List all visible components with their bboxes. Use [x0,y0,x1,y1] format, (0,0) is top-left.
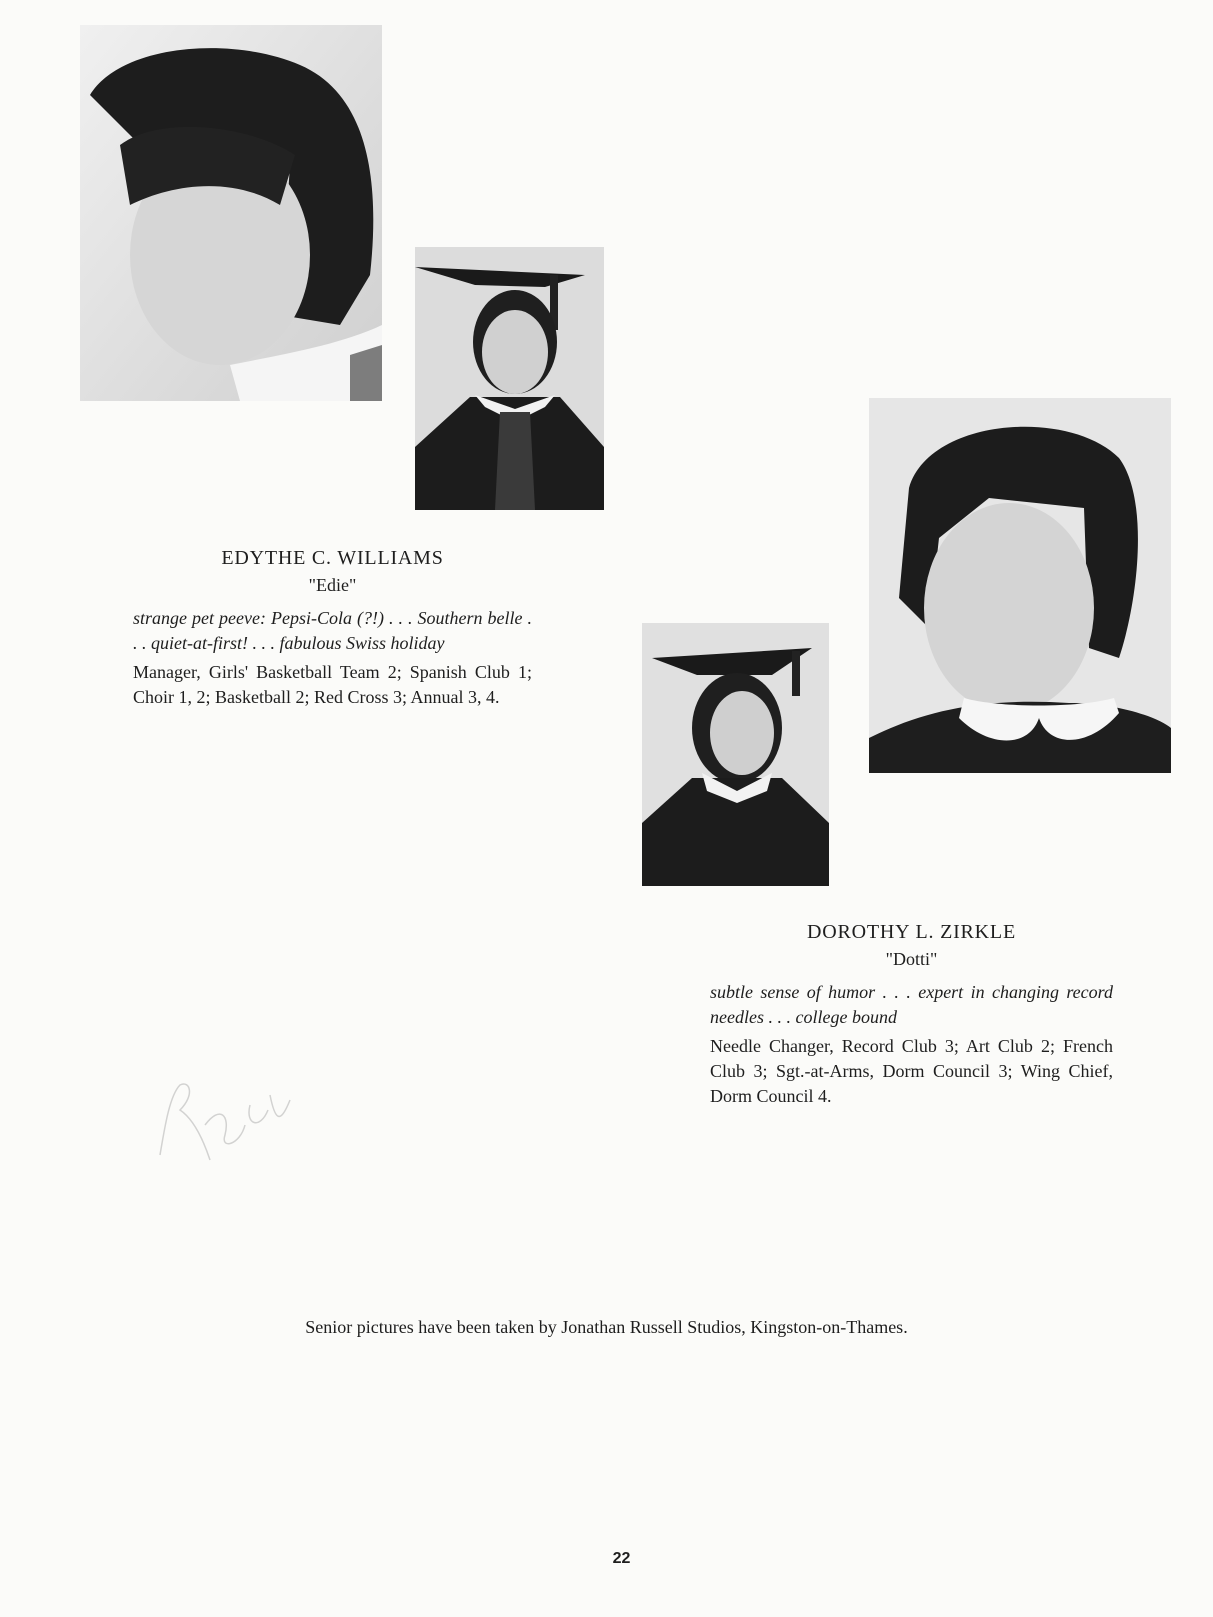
senior-bio-dorothy [710,920,1113,1109]
senior-name: EDYTHE C. WILLIAMS [221,547,444,569]
senior-name: DOROTHY L. ZIRKLE [807,921,1016,943]
page-number: 22 [612,1550,631,1567]
senior-quote: strange pet peeve: Pepsi-Cola (?!) . . . Southern belle . . . quiet-at-first! . . . fabulous Swiss holiday [133,608,532,653]
pencil-signature [150,1065,320,1175]
dorothy-cap-and-gown-photo [642,623,829,886]
dorothy-portrait-photo [869,398,1171,773]
senior-activities: Manager, Girls' Basketball Team 2; Spanish Club 1; Choir 1, 2; Basketball 2; Red Cross 3; Annual 3, 4. [133,662,532,707]
senior-nickname: "Edie" [308,575,357,595]
senior-bio-edythe [133,546,532,710]
photo-credit-note: Senior pictures have been taken by Jonathan Russell Studios, Kingston-on-Thames. [305,1317,908,1337]
edythe-cap-and-gown-photo [415,247,604,510]
senior-quote: subtle sense of humor . . . expert in changing record needles . . . college bound [710,982,1113,1027]
senior-nickname: "Dotti" [885,949,938,969]
senior-activities: Needle Changer, Record Club 3; Art Club 2; French Club 3; Sgt.-at-Arms, Dorm Council 3; Wing Chief, Dorm Council 4. [710,1036,1113,1106]
edythe-portrait-photo [80,25,382,401]
